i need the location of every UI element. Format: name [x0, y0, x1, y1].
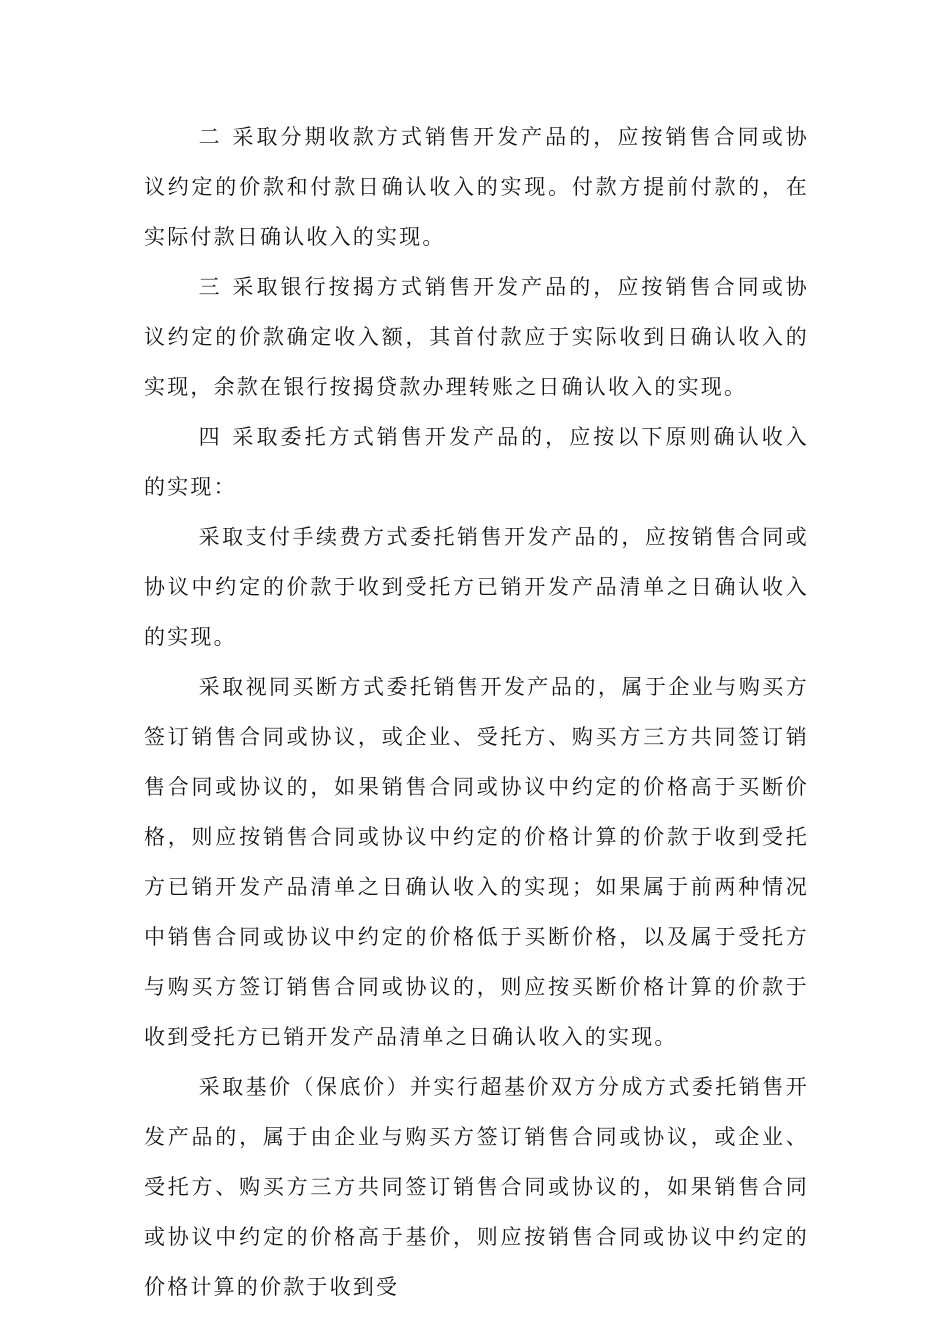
paragraph-buyout-consignment: 采取视同买断方式委托销售开发产品的，属于企业与购买方签订销售合同或协议，或企业、受托方、购买方三方共同签订销售合同或协议的，如果销售合同或协议中约定的价格高于买断价格，则应按销售合同或协议中约定的价格计算的价款于收到受托方已销开发产品清单之日确认收入的实现；如果属于前两种情况中销售合同或协议中约定的价格低于买断价格，以及属于受托方与购买方签订销售合同或协议的，则应按买断价格计算的价款于收到受托方已销开发产品清单之日确认收入的实现。: [144, 675, 809, 1049]
paragraph-commission-consignment: 采取支付手续费方式委托销售开发产品的，应按销售合同或协议中约定的价款于收到受托方已销开发产品清单之日确认收入的实现。: [144, 525, 809, 649]
paragraph-consignment-sales: 四 采取委托方式销售开发产品的，应按以下原则确认收入的实现：: [144, 425, 809, 499]
document-body: [144, 112, 809, 1312]
paragraph-installment-sales: 二 采取分期收款方式销售开发产品的，应按销售合同或协议约定的价款和付款日确认收入的实现。付款方提前付款的，在实际付款日确认收入的实现。: [144, 125, 809, 249]
paragraph-base-price-consignment: 采取基价（保底价）并实行超基价双方分成方式委托销售开发产品的，属于由企业与购买方签订销售合同或协议，或企业、受托方、购买方三方共同签订销售合同或协议的，如果销售合同或协议中约定的价格高于基价，则应按销售合同或协议中约定的价格计算的价款于收到受: [144, 1075, 809, 1299]
paragraph-bank-mortgage-sales: 三 采取银行按揭方式销售开发产品的，应按销售合同或协议约定的价款确定收入额，其首付款应于实际收到日确认收入的实现，余款在银行按揭贷款办理转账之日确认收入的实现。: [144, 275, 809, 399]
